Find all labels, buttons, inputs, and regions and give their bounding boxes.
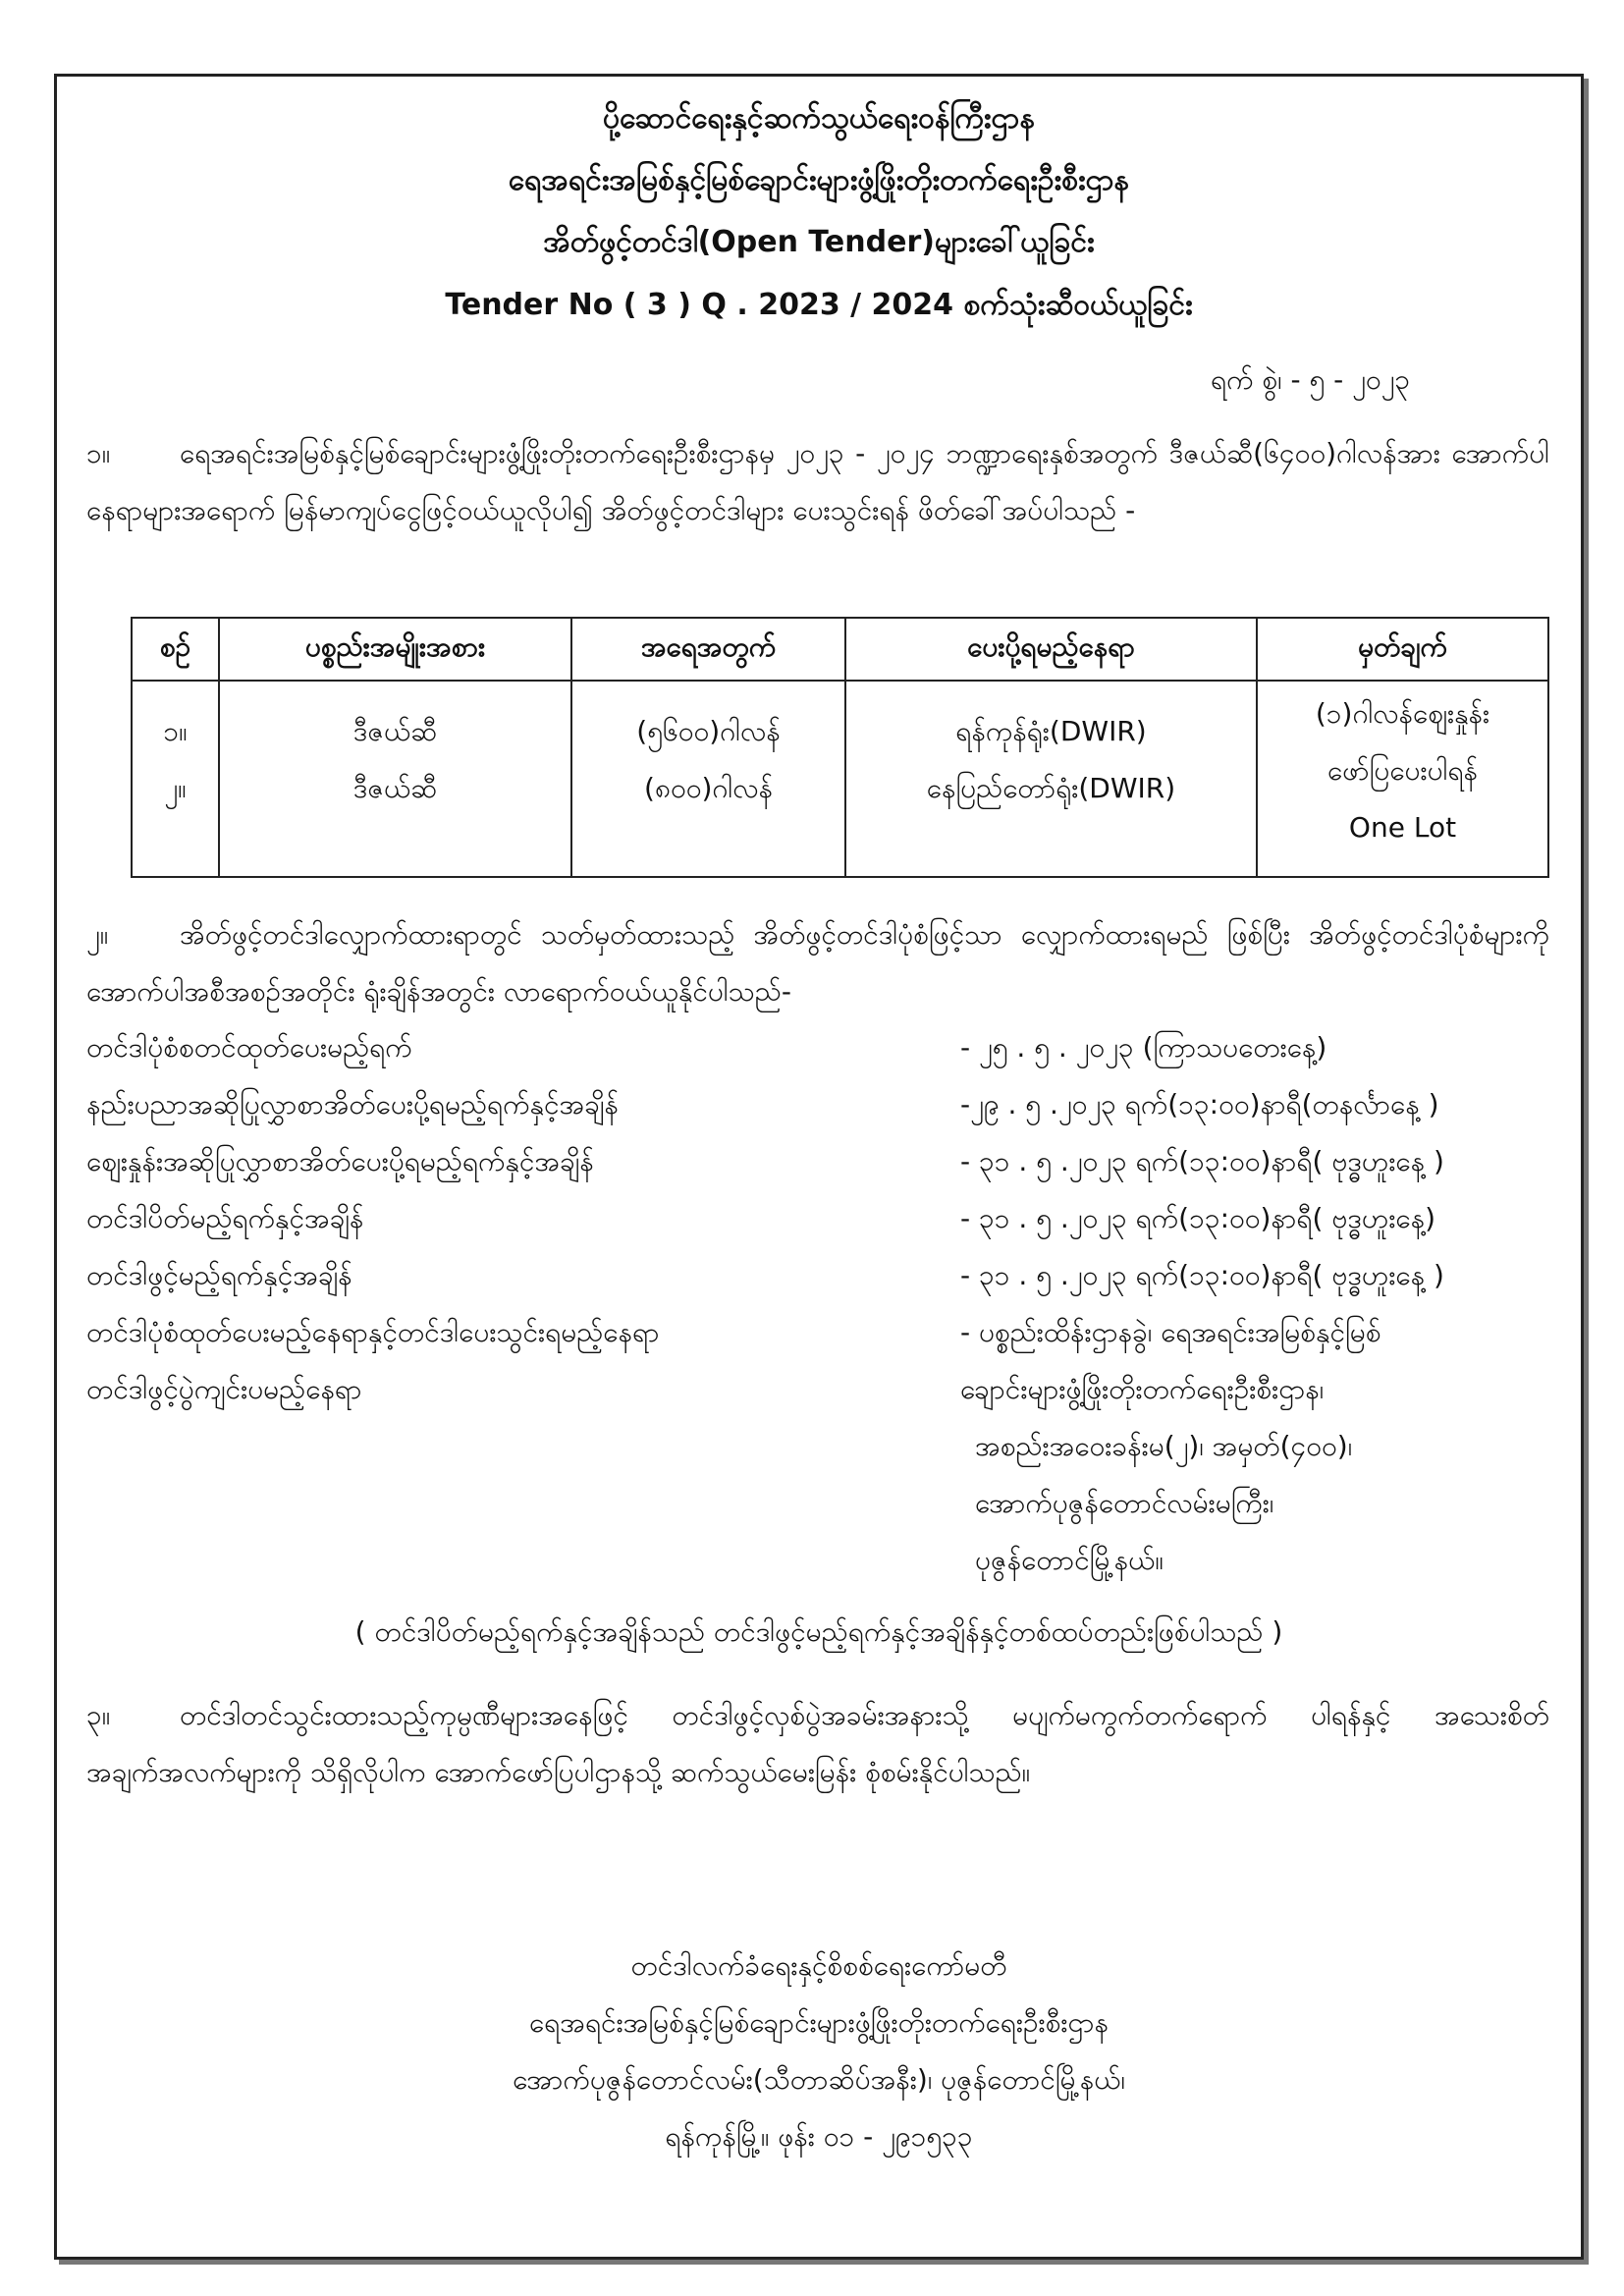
paragraph-3 [86, 1687, 1549, 1859]
ministry-title: ပို့ဆောင်ရေးနှင့်ဆက်သွယ်ရေးဝန်ကြီးဌာန [603, 101, 1035, 136]
closing-note: ( တင်ဒါပိတ်မည့်ရက်နှင့်အချိန်သည် တင်ဒါဖွင့်မည့်ရက်နှင့်အချိန်နှင့်တစ်ထပ်တည်းဖြစ်ပါသည် ) [354, 1615, 1283, 1648]
paragraph-1-number: ၁။ [86, 437, 111, 469]
date-line: ရက် စွဲ၊ - ၅ - ၂၀၂၃ [1211, 363, 1411, 396]
tender-number: Tender No ( 3 ) Q . 2023 / 2024 စက်သုံးဆီဝယ်ယူခြင်း [445, 288, 1193, 322]
schedule-value: - ၃၁ . ၅ .၂၀၂၃ ရက်(၁၃:၀၀)နာရီ( ဗုဒ္ဓဟူးနေ့ ) [960, 1145, 1444, 1177]
table-header: ပေးပို့ရမည့်နေရာ [845, 618, 1257, 681]
paragraph-1-text: ရေအရင်းအမြစ်နှင့်မြစ်ချောင်းများဖွံ့ဖြိုးတိုးတက်ရေးဦးစီးဌာနမှ ၂၀၂၃ - ၂၀၂၄ ဘဏ္ဍာရေးနှစ်အတွက် ဒီဇယ်ဆီ(၆၄၀၀)ဂါလန်အား အောက်ပါနေရာများအရောက် မြန်မာကျပ်ငွေဖြင့်ဝယ်ယူလိုပါ၍ အိတ်ဖွင့်တင်ဒါများ ပေးသွင်းရန် ဖိတ်ခေါ်အပ်ပါသည် - [86, 437, 1549, 526]
paragraph-1 [86, 425, 1549, 597]
department-title: ရေအရင်းအမြစ်နှင့်မြစ်ချောင်းများဖွံ့ဖြိုးတိုးတက်ရေးဦးစီးဌာန [508, 163, 1130, 197]
remark-line: (၁)ဂါလန်ဈေးနှုန်း [1315, 697, 1490, 730]
paragraph-2 [86, 906, 1549, 1024]
schedule-label: နည်းပညာအဆိုပြုလွှာစာအိတ်ပေးပို့ရမည့်ရက်နှင့်အချိန် [86, 1088, 619, 1121]
quantity-cell [571, 681, 845, 877]
schedule-value: - ၂၅ . ၅ . ၂၀၂၃ (ကြာသပတေးနေ့) [960, 1031, 1327, 1064]
schedule-value: -၂၉ . ၅ .၂၀၂၃ ရက်(၁၃:၀၀)နာရီ(တနင်္လာနေ့ ) [960, 1088, 1439, 1121]
delivery-place: ရန်ကုန်ရုံး(DWIR) [955, 715, 1147, 747]
schedule-label: တင်ဒါပိတ်မည့်ရက်နှင့်အချိန် [86, 1202, 364, 1234]
serial-cell [132, 681, 219, 877]
table-header: ပစ္စည်းအမျိုးအစား [219, 618, 571, 681]
quantity: (၅၆၀၀)ဂါလန် [636, 715, 781, 747]
paragraph-3-number: ၃။ [86, 1699, 111, 1731]
schedule-label: တင်ဒါပုံစံထုတ်ပေးမည့်နေရာနှင့်တင်ဒါပေးသွင်းရမည့်နေရာ [86, 1316, 660, 1348]
schedule-label: ဈေးနှုန်းအဆိုပြုလွှာစာအိတ်ပေးပို့ရမည့်ရက်နှင့်အချိန် [86, 1145, 594, 1177]
schedule-label: တင်ဒါပုံစံစတင်ထုတ်ပေးမည့်ရက် [86, 1031, 412, 1064]
paragraph-2-text: အိတ်ဖွင့်တင်ဒါလျှောက်ထားရာတွင် သတ်မှတ်ထားသည့် အိတ်ဖွင့်တင်ဒါပုံစံဖြင့်သာ လျှောက်ထားရမည် ဖြစ်ပြီး အိတ်ဖွင့်တင်ဒါပုံစံများကို အောက်ပါအစီအစဉ်အတိုင်း ရုံးချိန်အတွင်း လာရောက်ဝယ်ယူနိုင်ပါသည်- [86, 918, 1549, 1008]
table-header: စဉ် [132, 618, 219, 681]
schedule-value: - ၃၁ . ၅ .၂၀၂၃ ရက်(၁၃:၀၀)နာရီ( ဗုဒ္ဓဟူးနေ့ ) [960, 1259, 1444, 1291]
serial-number: ၂။ [164, 772, 187, 804]
schedule-value: - ပစ္စည်းထိန်းဌာနခွဲ၊ ရေအရင်းအမြစ်နှင့်မြစ် [960, 1316, 1381, 1348]
address-line: အစည်းအဝေးခန်းမ(၂)၊ အမှတ်(၄၀၀)၊ [975, 1430, 1353, 1462]
remark-line: One Lot [1348, 811, 1457, 844]
delivery-place-cell [845, 681, 1257, 877]
table-row [132, 681, 1548, 877]
signature-line: အောက်ပုဇွန်တောင်လမ်း(သီတာဆိပ်အနီး)၊ ပုဇွန်တောင်မြို့နယ်၊ [513, 2063, 1125, 2096]
notice-title: အိတ်ဖွင့်တင်ဒါ(Open Tender)များခေါ်ယူခြင်း [543, 225, 1095, 259]
table-header: မှတ်ချက် [1257, 618, 1548, 681]
table-header: အရေအတွက် [571, 618, 845, 681]
paragraph-3-text: တင်ဒါတင်သွင်းထားသည့်ကုမ္ပဏီများအနေဖြင့် တင်ဒါဖွင့်လှစ်ပွဲအခမ်းအနားသို့ မပျက်မကွက်တက်ရောက် ပါရန်နှင့် အသေးစိတ်အချက်အလက်များကို သိရှိလိုပါက အောက်ဖော်ပြပါဌာနသို့ ဆက်သွယ်မေးမြန်း စုံစမ်းနိုင်ပါသည်။ [86, 1699, 1549, 1788]
signature-line: တင်ဒါလက်ခံရေးနှင့်စိစစ်ရေးကော်မတီ [630, 1949, 1007, 1982]
table-header-row [132, 618, 1548, 681]
quantity: (၈၀၀)ဂါလန် [644, 772, 773, 804]
remark-cell [1257, 681, 1548, 877]
remark-line: ဖော်ပြပေးပါရန် [1326, 754, 1479, 787]
schedule-value: ချောင်းများဖွံ့ဖြိုးတိုးတက်ရေးဦးစီးဌာန၊ [960, 1373, 1325, 1405]
item-name: ဒီဇယ်ဆီ [352, 772, 438, 804]
address-line: ပုဇွန်တောင်မြို့နယ်။ [975, 1544, 1164, 1576]
delivery-place: နေပြည်တော်ရုံး(DWIR) [926, 772, 1176, 804]
item-name: ဒီဇယ်ဆီ [352, 715, 438, 747]
notice-frame [54, 74, 1584, 2260]
schedule-label: တင်ဒါဖွင့်မည့်ရက်နှင့်အချိန် [86, 1259, 352, 1291]
schedule-label: တင်ဒါဖွင့်ပွဲကျင်းပမည့်နေရာ [86, 1373, 362, 1405]
serial-number: ၁။ [163, 715, 188, 747]
paragraph-2-number: ၂။ [86, 918, 109, 951]
signature-line: ရေအရင်းအမြစ်နှင့်မြစ်ချောင်းများဖွံ့ဖြိုးတိုးတက်ရေးဦးစီးဌာန [528, 2006, 1110, 2039]
address-line: အောက်ပုဇွန်တောင်လမ်းမကြီး၊ [975, 1487, 1274, 1519]
schedule-value: - ၃၁ . ၅ .၂၀၂၃ ရက်(၁၃:၀၀)နာရီ( ဗုဒ္ဓဟူးနေ့) [960, 1202, 1436, 1234]
signature-line: ရန်ကုန်မြို့။ ဖုန်း ၀၁ - ၂၉၁၅၃၃ [665, 2120, 973, 2153]
items-table [131, 617, 1549, 878]
item-cell [219, 681, 571, 877]
